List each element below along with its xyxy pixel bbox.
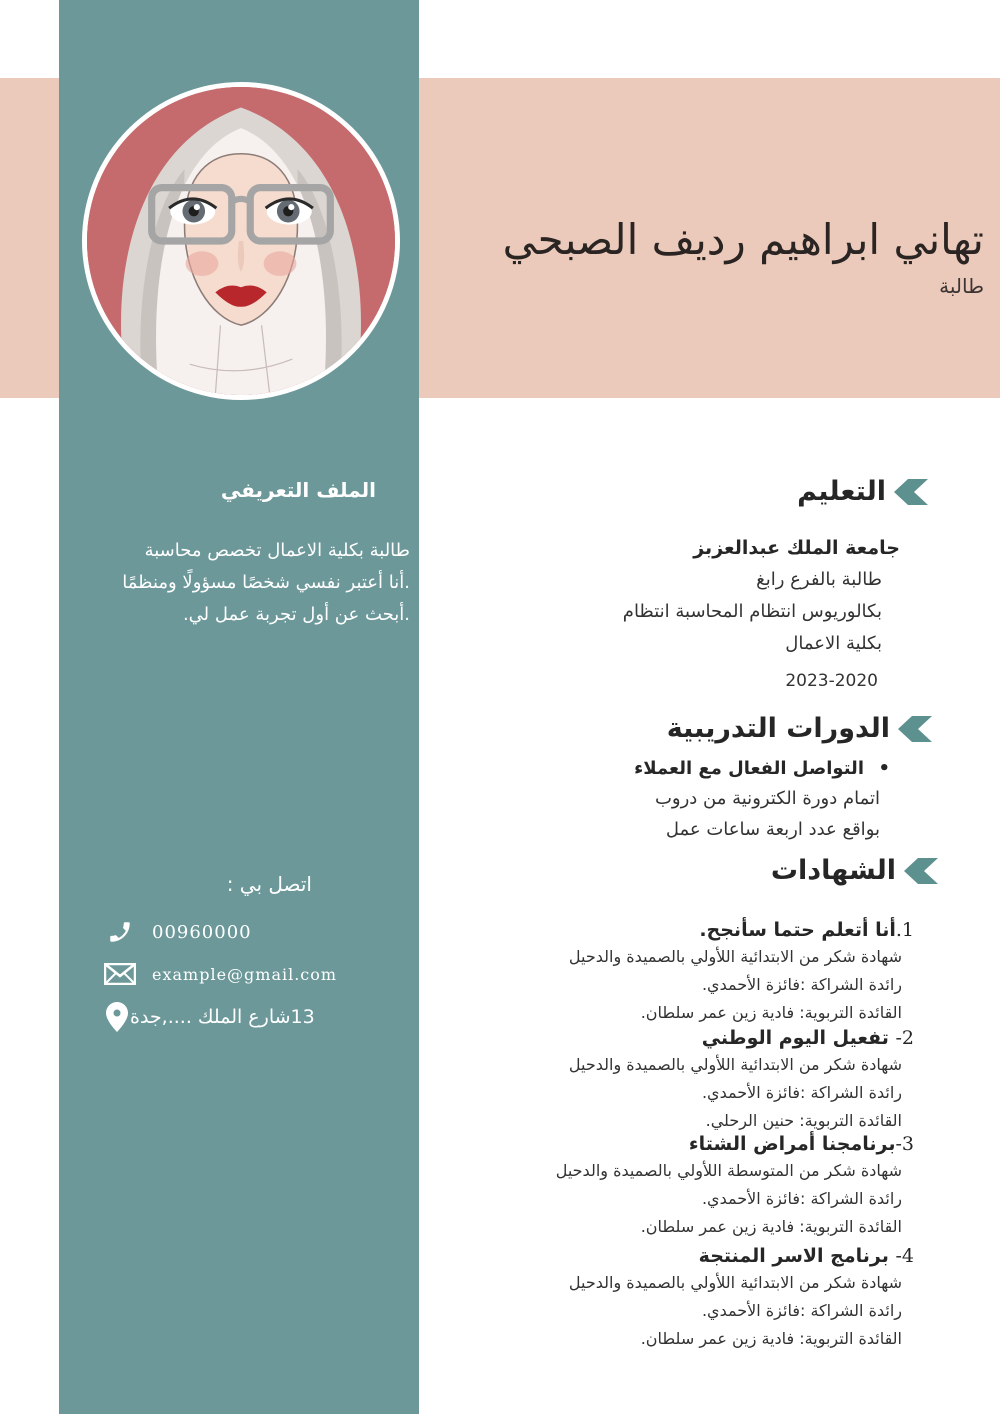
certificate-line: شهادة شكر من الابتدائية اللأولي بالصميدة والدحيل: [568, 1055, 902, 1074]
profile-line: .أبحث عن أول تجربة عمل لي.: [182, 604, 410, 625]
course-line: بواقع عدد اربعة ساعات عمل: [665, 819, 880, 840]
certificate-number: 4-: [895, 1245, 914, 1267]
map-pin-icon: [104, 1003, 130, 1031]
contact-email: [104, 959, 337, 989]
course-line: اتمام دورة الكترونية من دروب: [654, 788, 880, 809]
certificate-item: [444, 1131, 914, 1241]
phone-icon: [104, 918, 136, 946]
education-line: طالبة بالفرع رابغ: [756, 569, 882, 590]
certificate-title: [444, 917, 914, 943]
contact-title: اتصل بي :: [226, 872, 312, 896]
courses-section: [510, 755, 890, 845]
certificate-title: [444, 1243, 914, 1269]
avatar-illustration-icon: [87, 87, 395, 395]
certificate-item: [444, 1025, 914, 1135]
email-value: example@gmail.com: [152, 964, 338, 984]
certificate-line: شهادة شكر من المتوسطة اللأولي بالصميدة والدحيل: [555, 1161, 902, 1180]
profile-line: طالبة بكلية الاعمال تخصص محاسبة: [144, 540, 410, 561]
course-title: • التواصل الفعال مع العملاء: [510, 755, 864, 783]
certificate-line: رائدة الشراكة :فائزة الأحمدي.: [701, 1189, 902, 1208]
profile-line: .أنا أعتبر نفسي شخصًا مسؤولًا ومنظمًا: [122, 572, 410, 593]
certificate-line: القائدة التربوية: فادية زين عمر سلطان.: [640, 1329, 902, 1348]
certificate-line: القائدة التربوية: حنين الرحلي.: [705, 1111, 902, 1130]
certificate-title-text: برنامج الاسر المنتجة: [698, 1245, 889, 1267]
certificate-line: شهادة شكر من الابتدائية اللأولي بالصميدة والدحيل: [568, 947, 902, 966]
courses-title: الدورات التدريبية: [666, 713, 890, 744]
education-line: بكالوريوس انتظام المحاسبة انتظام: [622, 601, 882, 622]
certificates-section: [444, 917, 914, 1353]
certificate-title: [444, 1131, 914, 1157]
education-heading: [797, 476, 928, 507]
certificate-item: [444, 917, 914, 1027]
avatar: [82, 82, 400, 400]
certificate-title-text: برنامجنا أمراض الشتاء: [688, 1133, 896, 1155]
courses-heading: [667, 713, 932, 744]
contact-phone: [104, 917, 252, 947]
certificates-heading: [771, 855, 938, 886]
certificate-line: رائدة الشراكة :فائزة الأحمدي.: [701, 975, 902, 994]
certificate-title-text: تفعيل اليوم الوطني: [701, 1027, 889, 1049]
education-years: 2023-2020: [785, 671, 878, 691]
certificate-number: 2-: [895, 1027, 914, 1049]
education-title: التعليم: [797, 476, 886, 507]
profile-summary: [70, 535, 410, 631]
phone-value: 00960000: [152, 921, 252, 943]
person-role: طالبة: [939, 274, 984, 298]
certificate-item: [444, 1243, 914, 1353]
certificate-line: شهادة شكر من الابتدائية اللأولي بالصميدة والدحيل: [568, 1273, 902, 1292]
certificate-line: القائدة التربوية: فادية زين عمر سلطان.: [640, 1003, 902, 1022]
chevron-left-icon: [894, 479, 928, 505]
certificate-title: [444, 1025, 914, 1051]
certificates-title: الشهادات: [770, 855, 896, 886]
envelope-icon: [104, 960, 136, 988]
education-section: [460, 532, 900, 696]
certificate-title-text: أنا أتعلم حتما سأنجح.: [699, 919, 896, 941]
contact-address: [104, 1002, 315, 1032]
education-line: بكلية الاعمال: [785, 633, 882, 654]
header-name-block: [424, 210, 984, 298]
university-name: جامعة الملك عبدالعزبز: [693, 537, 900, 559]
address-value: 13شارع الملك ....,جدة: [130, 1006, 315, 1028]
profile-title: الملف التعريفي: [220, 478, 376, 502]
certificate-line: رائدة الشراكة :فائزة الأحمدي.: [701, 1083, 902, 1102]
certificate-number: 1.: [895, 919, 914, 941]
certificate-line: القائدة التربوية: فادية زين عمر سلطان.: [640, 1217, 902, 1236]
person-name: تهاني ابراهيم رديف الصبحي: [502, 215, 984, 264]
certificate-number: 3-: [895, 1133, 914, 1155]
chevron-left-icon: [898, 716, 932, 742]
chevron-left-icon: [904, 858, 938, 884]
certificate-line: رائدة الشراكة :فائزة الأحمدي.: [701, 1301, 902, 1320]
